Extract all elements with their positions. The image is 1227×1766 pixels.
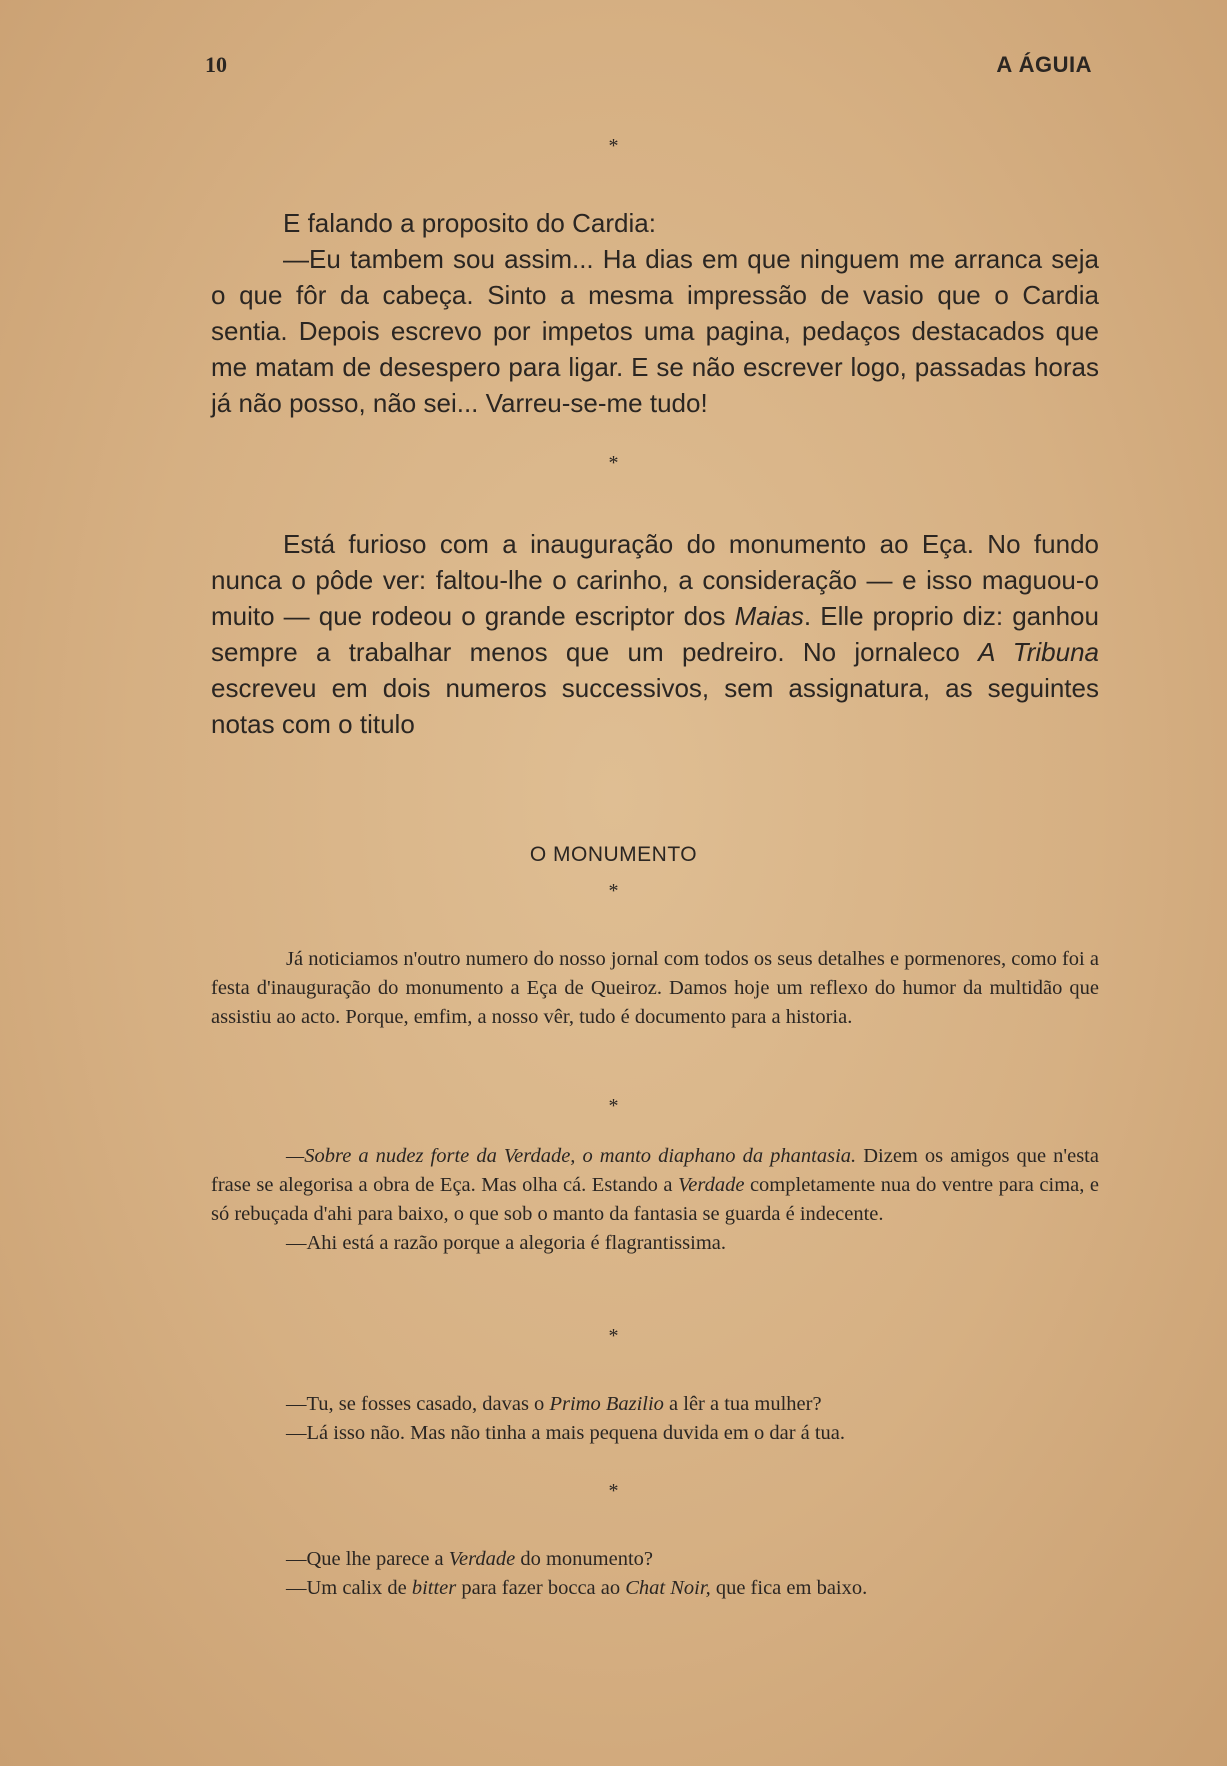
italic-verdade: Verdade bbox=[678, 1174, 745, 1196]
section-article-intro bbox=[211, 945, 1099, 1032]
italic-verdade-2: Verdade bbox=[448, 1548, 516, 1570]
section-separator: * bbox=[608, 880, 619, 902]
italic-primo-bazilio: Primo Bazilio bbox=[549, 1393, 664, 1415]
section-separator: * bbox=[608, 1095, 619, 1117]
dialog-line: —Lá isso não. Mas não tinha a mais pequena duvida em o dar á tua. bbox=[286, 1422, 846, 1444]
dialog-line: —Um calix de bitter para fazer bocca ao Chat Noir, que fica em baixo. bbox=[286, 1577, 868, 1599]
verdade-paragraph: —Sobre a nudez forte da Verdade, o manto diaphano da phantasia. Dizem os amigos que n'esta frase se alegorisa a obra de Eça. Mas olha cá. Estando a Verdade completamente nua do ventre para cima, e só rebuçada d'ahi para baixo, o que sob o manto da fantasia se guarda é indecente. bbox=[211, 1145, 1099, 1225]
section-separator: * bbox=[608, 1480, 619, 1502]
section-separator: * bbox=[608, 452, 619, 474]
running-title: A ÁGUIA bbox=[996, 52, 1092, 77]
section-monument-intro bbox=[211, 526, 1099, 742]
section-cardia bbox=[211, 205, 1099, 421]
section-separator: * bbox=[608, 135, 619, 157]
page-number: 10 bbox=[205, 52, 227, 77]
article-intro-paragraph: Já noticiamos n'outro numero do nosso jornal com todos os seus detalhes e pormenores, como foi a festa d'inauguração do monumento a Eça de Queiroz. Damos hoje um reflexo do humor da multidão que assistiu ao acto. Porque, emfim, a nosso vêr, tudo é documento para a historia. bbox=[211, 948, 1099, 1028]
intro-line: E falando a proposito do Cardia: bbox=[283, 208, 656, 238]
dialog-line: —Que lhe parece a Verdade do monumento? bbox=[286, 1548, 653, 1570]
alegoria-line: —Ahi está a razão porque a alegoria é flagrantissima. bbox=[286, 1232, 726, 1254]
dialog-line: —Tu, se fosses casado, davas o Primo Bazilio a lêr a tua mulher? bbox=[286, 1393, 822, 1415]
monument-paragraph: Está furioso com a inauguração do monumento ao Eça. No fundo nunca o pôde ver: faltou-lhe o carinho, a consideração — e isso maguou-o muito — que rodeou o grande escriptor dos Maias. Elle proprio diz: ganhou sempre a trabalhar menos que um pedreiro. No jornaleco A Tribuna escreveu em dois numeros successivos, sem assignatura, as seguintes notas com o titulo bbox=[211, 529, 1100, 739]
italic-maias: Maias bbox=[734, 601, 804, 631]
italic-chat-noir: Chat Noir, bbox=[625, 1577, 711, 1599]
page-header bbox=[205, 52, 1092, 92]
article-heading: O MONUMENTO bbox=[529, 843, 698, 866]
cardia-quote: —Eu tambem sou assim... Ha dias em que ninguem me arranca seja o que fôr da cabeça. Sinto a mesma impressão de vasio que o Cardia sentia. Depois escrevo por impetos uma pagina, pedaços destacados que me matam de desespero para ligar. E se não escrever logo, passadas horas já não posso, não sei... Varreu-se-me tudo! bbox=[211, 244, 1099, 418]
section-verdade bbox=[211, 1142, 1099, 1258]
section-bitter bbox=[211, 1545, 1099, 1603]
italic-motto: —Sobre a nudez forte da Verdade, o manto diaphano da phantasia. bbox=[286, 1145, 857, 1167]
section-bazilio bbox=[211, 1390, 1099, 1448]
italic-a-tribuna: A Tribuna bbox=[978, 637, 1100, 667]
section-separator: * bbox=[608, 1325, 619, 1347]
italic-bitter: bitter bbox=[411, 1577, 457, 1599]
